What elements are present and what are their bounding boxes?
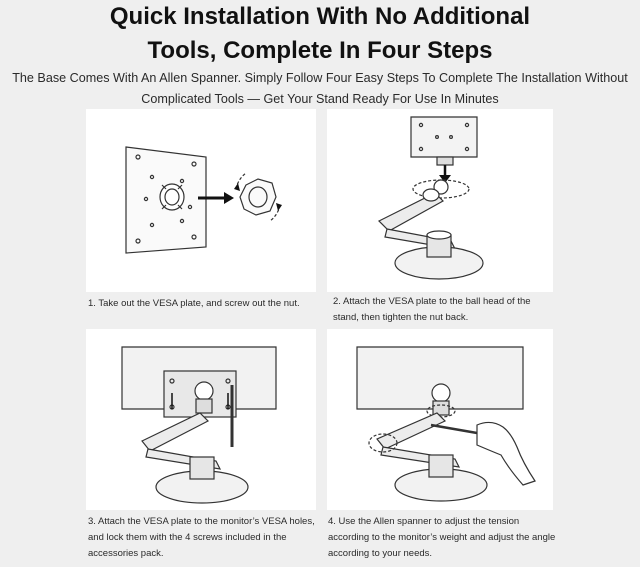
step-3-caption: 3. Attach the VESA plate to the monitor’s VESA holes, and lock them with the 4 screws included in the accessories pack.	[88, 516, 315, 559]
page-subtitle: The Base Comes With An Allen Spanner. Simply Follow Four Easy Steps To Complete The Installation Without Complicated Tools — Get Your Stand Ready For Use In Minutes	[12, 71, 628, 106]
step-4-illustration	[327, 329, 553, 510]
step-2-illustration	[327, 109, 553, 292]
page-title-line-1: Quick Installation With No Additional	[109, 3, 531, 30]
step-2-caption: 2. Attach the VESA plate to the ball head of the stand, then tighten the nut back.	[333, 296, 531, 323]
step-1-illustration	[86, 109, 316, 292]
step-3-illustration	[86, 329, 316, 510]
page-title-line-2: Tools, Complete In Four Steps	[147, 37, 493, 64]
step-4-caption: 4. Use the Allen spanner to adjust the tension according to the monitor’s weight and adjust the angle according to your needs.	[328, 516, 556, 559]
step-1-caption: 1. Take out the VESA plate, and screw out the nut.	[88, 298, 300, 309]
